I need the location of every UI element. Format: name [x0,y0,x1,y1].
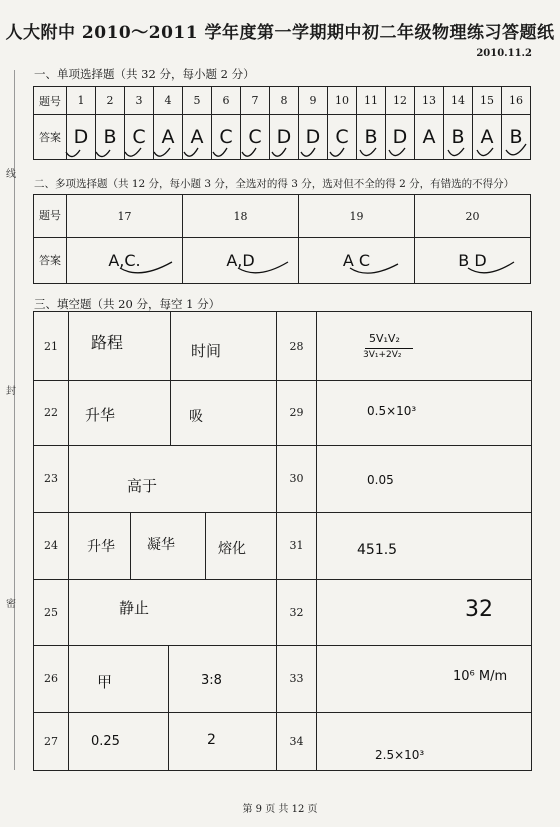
page-title: 人大附中 2010～2011 学年度第一学期期中初二年级物理练习答题纸 [5,23,555,43]
answer-cell [69,512,131,579]
table-row [34,380,531,446]
table-row [34,512,531,580]
question-number: 33 [277,645,317,712]
question-number: 7 [241,87,270,115]
handwritten-answer: 吸 [189,409,203,425]
margin-mark-line: 线 [6,169,16,180]
question-number: 3 [125,87,154,115]
handwritten-answer: D [392,126,408,148]
question-number: 22 [34,380,69,445]
answer-cell [317,645,531,712]
question-number: 24 [34,512,69,579]
answer-cell [317,445,531,512]
fraction-bar [365,348,413,349]
answer-cell [69,380,171,445]
handwritten-answer: 2.5×10³ [375,748,425,762]
question-number: 2 [96,87,125,115]
question-number-row [34,87,531,115]
handwritten-answer: A [190,126,204,148]
handwritten-answer: 升华 [85,406,116,424]
answer-cell [206,512,277,579]
row-label: 题号 [34,87,67,115]
question-number: 25 [34,579,69,645]
handwritten-answer: 熔化 [218,541,246,557]
question-number: 23 [34,445,69,512]
table-row [34,445,531,513]
grader-check-marks [100,258,520,280]
answer-cell [131,512,206,579]
handwritten-answer: 升华 [87,539,115,555]
row-label: 答案 [34,115,67,160]
handwritten-answer: D [276,126,292,148]
handwritten-answer: 高于 [127,477,158,495]
answer-cell [317,579,531,645]
handwritten-answer: B [103,126,117,148]
handwritten-answer: A [480,126,494,148]
handwritten-answer: 时间 [191,342,222,360]
answer-cell [69,312,171,380]
answer-cell [69,645,169,712]
question-number: 26 [34,645,69,712]
question-number: 34 [277,712,317,770]
handwritten-answer: B [364,126,378,148]
answer-cell [69,712,169,770]
question-number: 28 [277,312,317,380]
section2-heading: 二、多项选择题（共 12 分，每小题 3 分，全选对的得 3 分，选对但不全的得 2 分，有错选的不得分） [34,178,515,190]
fraction-numerator: 5V₁V₂ [369,332,400,345]
handwritten-answer: C [219,126,233,148]
question-number: 1 [67,87,96,115]
handwritten-answer: B D [458,251,487,270]
question-number: 15 [473,87,502,115]
handwritten-answer: D [73,126,89,148]
page-footer: 第 9 页 共 12 页 [242,804,318,815]
handwritten-answer: A,D [226,251,255,270]
table-row [34,579,531,646]
question-number: 30 [277,445,317,512]
question-number: 5 [183,87,212,115]
margin-mark-seal: 封 [6,386,16,397]
handwritten-answer: B [451,126,465,148]
answer-cell [69,445,277,512]
question-number: 6 [212,87,241,115]
handwritten-answer: 10⁶ M/m [453,669,508,684]
handwritten-answer: C [335,126,349,148]
question-number: 8 [270,87,299,115]
question-number-row [34,195,531,238]
handwritten-answer: D [305,126,321,148]
handwritten-answer: 2 [207,732,216,748]
handwritten-answer: 静止 [119,599,150,617]
table-row [34,712,531,770]
answer-cell [171,312,277,380]
answer-cell [317,712,531,770]
table-row [34,312,531,381]
section3-heading: 三、填空题（共 20 分，每空 1 分） [34,297,221,311]
handwritten-answer: C [132,126,146,148]
answer-cell [169,645,277,712]
handwritten-answer: 451.5 [357,542,398,558]
question-number: 31 [277,512,317,579]
answer-cell [171,380,277,445]
question-number: 13 [415,87,444,115]
handwritten-answer: 0.5×10³ [367,404,417,418]
question-number: 11 [357,87,386,115]
question-number: 14 [444,87,473,115]
question-number: 16 [502,87,531,115]
question-number: 18 [183,195,299,238]
handwritten-answer: B [509,126,523,148]
question-number: 19 [299,195,415,238]
answer-cell [317,512,531,579]
question-number: 10 [328,87,357,115]
question-number: 27 [34,712,69,770]
handwritten-answer: 3:8 [201,673,222,688]
margin-mark-secret: 密 [6,599,16,610]
question-number: 29 [277,380,317,445]
answer-cell [317,380,531,445]
handwritten-answer: 凝华 [147,537,175,553]
handwritten-answer: C [248,126,262,148]
fill-in-table [33,311,532,771]
row-label: 题号 [34,195,67,238]
handwritten-answer: 路程 [91,333,124,352]
question-number: 4 [154,87,183,115]
handwritten-answer: A [422,126,436,148]
handwritten-answer: A C [342,251,371,270]
handwritten-answer: 0.25 [91,734,120,749]
handwritten-answer: 甲 [97,673,113,691]
grader-check-marks [60,138,530,166]
answer-cell [169,712,277,770]
question-number: 17 [67,195,183,238]
question-number: 12 [386,87,415,115]
answer-cell [69,579,277,645]
table-row [34,645,531,713]
question-number: 32 [277,579,317,645]
exam-date: 2010.11.2 [476,48,532,59]
question-number: 20 [415,195,531,238]
question-number: 21 [34,312,69,380]
answer-cell [317,312,531,380]
fraction-denominator: 3V₁+2V₂ [363,350,402,360]
row-label: 答案 [34,238,67,284]
handwritten-answer: A [161,126,175,148]
handwritten-answer: 0.05 [367,473,394,487]
question-number: 9 [299,87,328,115]
section1-heading: 一、单项选择题（共 32 分，每小题 2 分） [34,67,255,81]
handwritten-answer: A,C. [108,251,141,270]
handwritten-answer: 32 [465,597,493,622]
